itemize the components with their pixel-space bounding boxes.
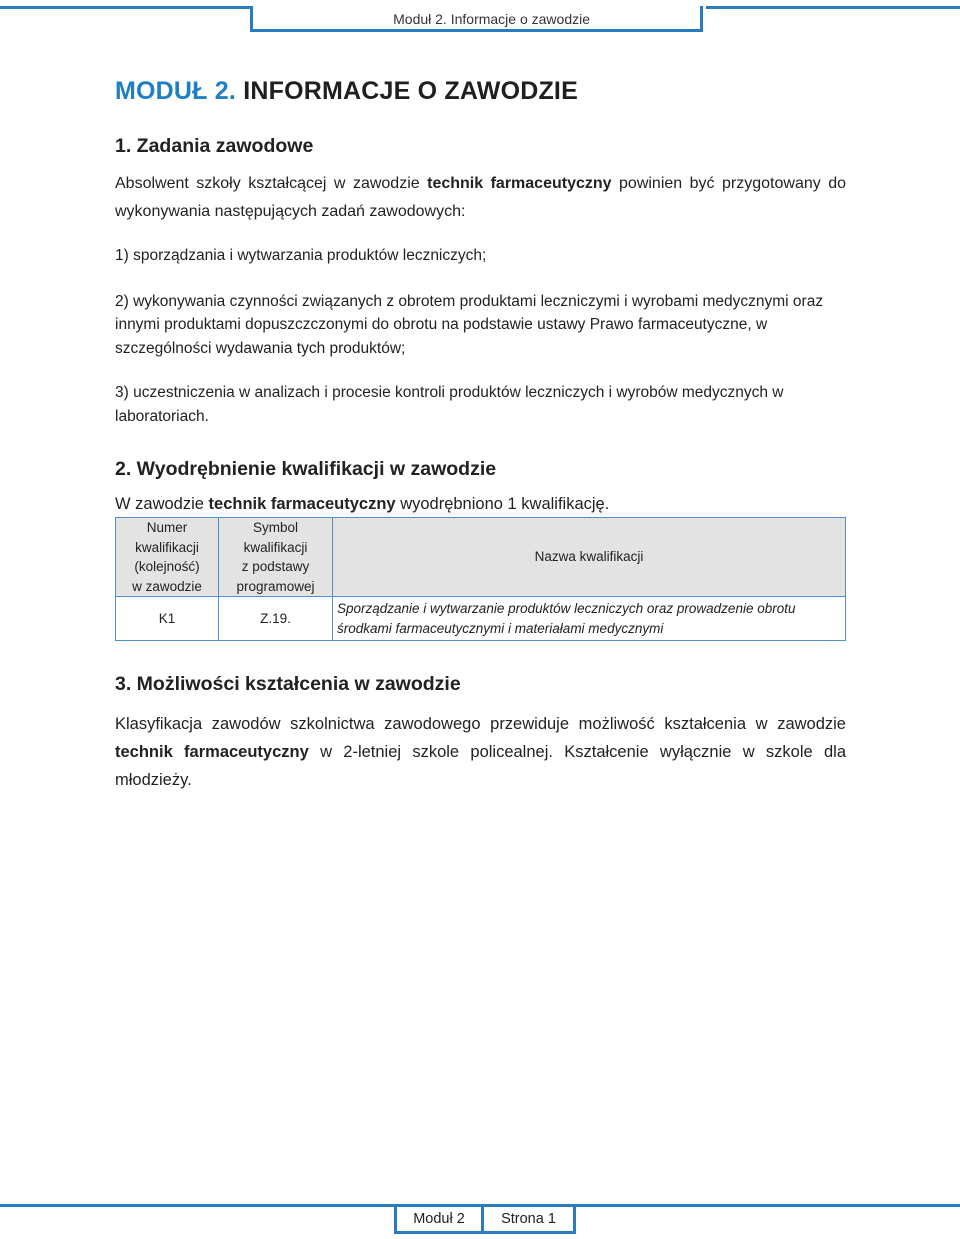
cell-qualification-name: Sporządzanie i wytwarzanie produktów leczniczych oraz prowadzenie obrotu środkami farmaceutycznymi i materiałami medycznymi xyxy=(333,597,846,641)
task-item-3: 3) uczestniczenia w analizach i procesie kontroli produktów leczniczych i wyrobów medycznych w laboratoriach. xyxy=(115,384,784,425)
module-title xyxy=(115,74,846,108)
task-item-2: 2) wykonywania czynności związanych z obrotem produktami leczniczymi i wyrobami medycznymi oraz innymi produktami dopuszczczonymi do obrotu na podstawie ustawy Prawo farmaceutyczne, w szczególności wydawania tych produktów; xyxy=(115,292,824,357)
footer-page-box xyxy=(481,1204,576,1234)
qualification-table xyxy=(115,517,846,641)
running-header-title: Moduł 2. Informacje o zawodzie xyxy=(393,11,590,27)
section-3-heading: 3. Możliwości kształcenia w zawodzie xyxy=(115,673,461,695)
cell-qualification-symbol: Z.19. xyxy=(219,597,333,641)
table-header-row xyxy=(116,518,846,597)
header-qualification-number: Numer kwalifikacji (kolejność) w zawodzie xyxy=(116,518,219,597)
footer-rule-left xyxy=(0,1204,394,1207)
header-qualification-symbol: Symbol kwalifikacji z podstawy programowej xyxy=(219,518,333,597)
running-header xyxy=(250,6,703,32)
profession-name: technik farmaceutyczny xyxy=(115,743,309,761)
header-qualification-name: Nazwa kwalifikacji xyxy=(333,518,846,597)
section-2-heading: 2. Wyodrębnienie kwalifikacji w zawodzie xyxy=(115,458,497,480)
section-3-text: Klasyfikacja zawodów szkolnictwa zawodowego przewiduje możliwość kształcenia w zawodzie technik farmaceutyczny w 2-letniej szkole policealnej. Kształcenie wyłącznie w szkole dla młodzieży. xyxy=(115,715,846,789)
table-row xyxy=(116,597,846,641)
footer-module: Moduł 2 xyxy=(413,1211,465,1227)
section-1-intro: Absolwent szkoły kształcącej w zawodzie technik farmaceutyczny powinien być przygotowany do wykonywania następujących zadań zawodowych: xyxy=(115,175,847,220)
footer-page-number: Strona 1 xyxy=(501,1211,556,1227)
profession-name: technik farmaceutyczny xyxy=(427,175,612,192)
footer-rule-right xyxy=(573,1204,960,1207)
section-1-heading: 1. Zadania zawodowe xyxy=(115,135,314,157)
cell-qualification-number: K1 xyxy=(116,597,219,641)
module-title-number: MODUŁ 2. xyxy=(115,77,237,105)
header-rule-left xyxy=(0,6,250,9)
profession-name: technik farmaceutyczny xyxy=(208,495,396,513)
section-2-text: W zawodzie technik farmaceutyczny wyodrębniono 1 kwalifikację. xyxy=(115,495,610,513)
page-content xyxy=(115,74,846,794)
module-title-text: INFORMACJE O ZAWODZIE xyxy=(243,77,578,105)
header-rule-right xyxy=(706,6,960,9)
footer-module-box xyxy=(394,1204,484,1234)
task-item-1: 1) sporządzania i wytwarzania produktów leczniczych; xyxy=(115,247,487,264)
